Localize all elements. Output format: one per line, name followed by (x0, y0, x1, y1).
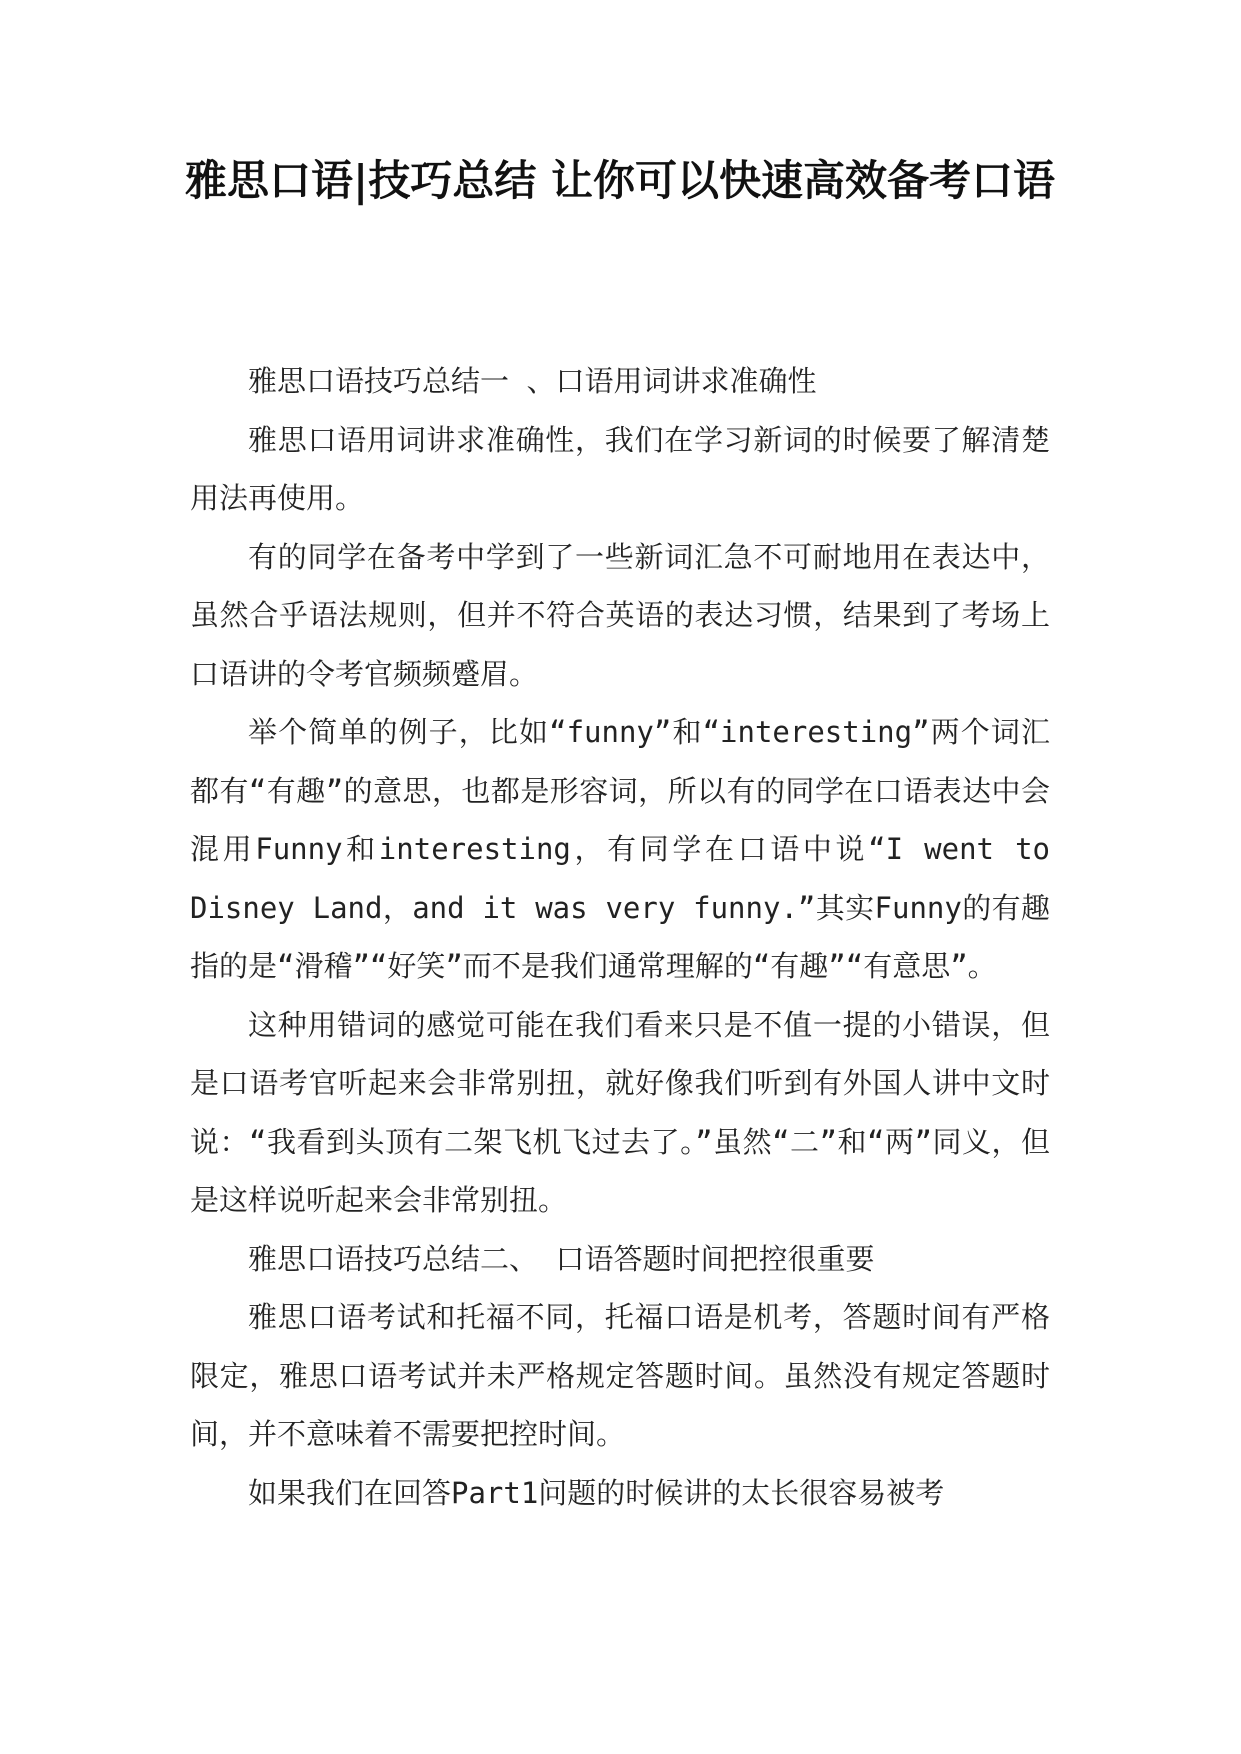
paragraph: 这种用错词的感觉可能在我们看来只是不值一提的小错误，但是口语考官听起来会非常别扭，就好像我们听到有外国人讲中文时说：“我看到头顶有二架飞机飞过去了。”虽然“二”和“两”同义，但是这样说听起来会非常别扭。 (190, 1007, 1050, 1217)
document-title: 雅思口语|技巧总结 让你可以快速高效备考口语 (185, 156, 1055, 205)
paragraph: 举个简单的例子，比如“funny”和“interesting”两个词汇都有“有趣”的意思，也都是形容词，所以有的同学在口语表达中会混用Funny和interesting，有同学在口语中说“I went to Disney Land，and it was very funny.”其实Funny的有趣指的是“滑稽”“好笑”而不是我们通常理解的“有趣”“有意思”。 (190, 715, 1050, 983)
section-heading-1: 雅思口语技巧总结一 、口语用词讲求准确性 (248, 364, 817, 398)
paragraph: 有的同学在备考中学到了一些新词汇急不可耐地用在表达中，虽然合乎语法规则，但并不符合英语的表达习惯，结果到了考场上口语讲的令考官频频蹙眉。 (190, 539, 1050, 691)
document-body (190, 352, 1050, 1522)
paragraph: 雅思口语用词讲求准确性，我们在学习新词的时候要了解清楚用法再使用。 (190, 422, 1050, 515)
paragraph: 雅思口语考试和托福不同，托福口语是机考，答题时间有严格限定，雅思口语考试并未严格规定答题时间。虽然没有规定答题时间，并不意味着不需要把控时间。 (190, 1300, 1050, 1451)
paragraph: 如果我们在回答Part1问题的时候讲的太长很容易被考 (248, 1475, 945, 1510)
section-heading-2: 雅思口语技巧总结二、 口语答题时间把控很重要 (248, 1241, 875, 1276)
